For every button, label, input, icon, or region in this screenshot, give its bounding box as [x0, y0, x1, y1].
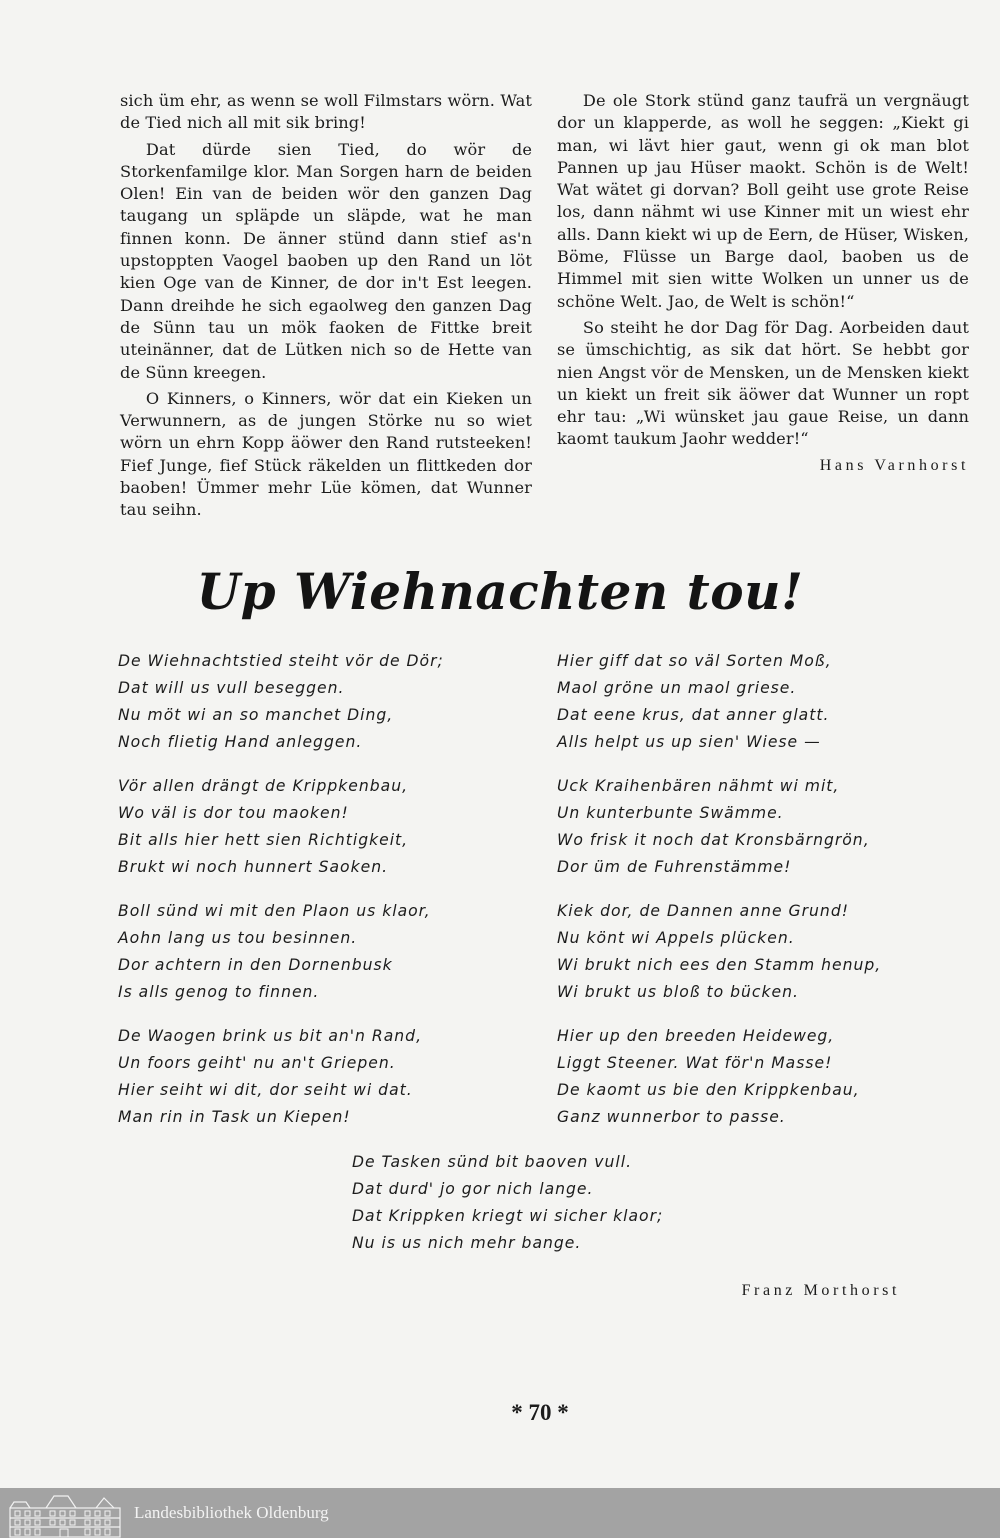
poem-column-left: [118, 648, 548, 1148]
article-paragraph: De ole Stork stünd ganz taufrä un vergnäugt dor un klapperde, as woll he seggen: „Kiekt gi man, wi lävt hier gaut, wenn gi ok man blot Pannen up jau Hüser maokt. Schön is de Welt! Wat wätet gi dorvan? Boll geiht use grote Reise los, dann nähmt wi use Kinner mit un wiest ehr alls. Dann kiekt wi up de Eern, de Hüser, Wisken, Böme, Flüsse un Barge daol, baoben us de Himmel mit sien witte Wolken un unner us de schöne Welt. Jao, de Welt is schön!“: [557, 91, 969, 311]
poem-stanza: [557, 648, 987, 756]
poem-line: Dor achtern in den Dornenbusk: [118, 956, 393, 974]
poem-stanza: [118, 773, 548, 881]
poem-line: Dat eene krus, dat anner glatt.: [557, 706, 830, 724]
poem-line: Dat will us vull beseggen.: [118, 679, 345, 697]
poem-line: Nu könt wi Appels plücken.: [557, 929, 795, 947]
poem-line: De Waogen brink us bit an'n Rand,: [118, 1027, 423, 1045]
poem-line: Aohn lang us tou besinnen.: [118, 929, 358, 947]
article-paragraph: O Kinners, o Kinners, wör dat ein Kieken un Verwunnern, as de jungen Störke nu so wiet wörn un ehrn Kopp äöwer den Rand rutsteeken! Fief Junge, fief Stück räkelden un flittkeden dor baoben! Ümmer mehr Lüe kömen, dat Wunner tau seihn.: [120, 388, 532, 520]
poem-column-right: [557, 648, 987, 1148]
poem-line: Brukt wi noch hunnert Saoken.: [118, 858, 389, 876]
poem-line: Wi brukt us bloß to bücken.: [557, 983, 799, 1001]
poem-line: Liggt Steener. Wat för'n Masse!: [557, 1054, 833, 1072]
poem-line: Uck Kraihenbären nähmt wi mit,: [557, 777, 840, 795]
poem-line: Maol gröne un maol griese.: [557, 679, 797, 697]
poem-line: Hier giff dat so väl Sorten Moß,: [557, 652, 832, 670]
poem-line: Alls helpt us up sien' Wiese —: [557, 733, 821, 751]
footer-bar: [0, 1488, 1000, 1538]
page-number: * 70 *: [511, 1400, 569, 1425]
poem-line: Wo frisk it noch dat Kronsbärngrön,: [557, 831, 870, 849]
poem-stanza: [557, 1023, 987, 1131]
poem-line: Dor üm de Fuhrenstämme!: [557, 858, 792, 876]
poem-line: Un foors geiht' nu an't Griepen.: [118, 1054, 396, 1072]
poem-stanza: [118, 648, 548, 756]
poem-line: Noch flietig Hand anleggen.: [118, 733, 363, 751]
poem-line: Is alls genog to finnen.: [118, 983, 320, 1001]
poem-line: Boll sünd wi mit den Plaon us klaor,: [118, 902, 431, 920]
article-paragraph: Dat dürde sien Tied, do wör de Storkenfamilge klor. Man Sorgen harn de beiden Olen! Ein van de beiden wör den ganzen Dag taugang un spläpde un släpde, wat he man finnen konn. De änner stünd dann stief as'n upstoppten Vaogel baoben up den Rand un löt kien Oge van de Kinner, de dor in't Est leegen. Dann dreihde he sich egaolweg den ganzen Dag de Sünn tau un mök faoken de Fittke breit uteinänner, dat de Lütken nich so de Hette van de Sünn kreegen.: [120, 139, 532, 382]
poem-line: Vör allen drängt de Krippkenbau,: [118, 777, 409, 795]
poem-line: Hier seiht wi dit, dor seiht wi dat.: [118, 1081, 413, 1099]
poem-final-stanza: [352, 1149, 782, 1257]
poem-title: Up Wiehnachten tou!: [196, 562, 804, 621]
poem-line: De Wiehnachtstied steiht vör de Dör;: [118, 652, 444, 670]
article-paragraph: So steiht he dor Dag för Dag. Aorbeiden daut se ümschichtig, as sik dat hört. Se hebbt gor nien Angst vör de Mensken, un de Mensken kiekt un kiekt un freit sik äöwer dat Wunner un ropt ehr tau: „Wi wünsket jau gaue Reise, un dann kaomt taukum Jaohr wedder!“: [557, 317, 969, 449]
poem-line: Kiek dor, de Dannen anne Grund!: [557, 902, 849, 920]
poem-stanza: [557, 773, 987, 881]
article-column-right: [557, 90, 969, 477]
poem-line: De kaomt us bie den Krippkenbau,: [557, 1081, 860, 1099]
poem-line: Ganz wunnerbor to passe.: [557, 1108, 786, 1126]
institution-name: Landesbibliothek Oldenburg: [134, 1503, 329, 1522]
poem-line: De Tasken sünd bit baoven vull.: [352, 1153, 633, 1171]
poem-stanza: [118, 1023, 548, 1131]
poem-author: Franz Morthorst: [741, 1282, 900, 1299]
poem-line: Hier up den breeden Heideweg,: [557, 1027, 835, 1045]
poem-line: Bit alls hier hett sien Richtigkeit,: [118, 831, 409, 849]
poem-line: Wi brukt nich ees den Stamm henup,: [557, 956, 882, 974]
poem-line: Un kunterbunte Swämme.: [557, 804, 784, 822]
poem-line: Nu möt wi an so manchet Ding,: [118, 706, 394, 724]
poem-line: Dat durd' jo gor nich lange.: [352, 1180, 594, 1198]
library-building-icon: [6, 1492, 124, 1538]
poem-stanza: [118, 898, 548, 1006]
poem-line: Wo väl is dor tou maoken!: [118, 804, 349, 822]
article-author: Hans Varnhorst: [819, 456, 969, 474]
poem-line: Nu is us nich mehr bange.: [352, 1234, 582, 1252]
poem-line: Man rin in Task un Kiepen!: [118, 1108, 351, 1126]
poem-line: Dat Krippken kriegt wi sicher klaor;: [352, 1207, 664, 1225]
article-paragraph: sich üm ehr, as wenn se woll Filmstars wörn. Wat de Tied nich all mit sik bring!: [120, 91, 532, 133]
article-column-left: [120, 90, 532, 526]
poem-stanza: [557, 898, 987, 1006]
